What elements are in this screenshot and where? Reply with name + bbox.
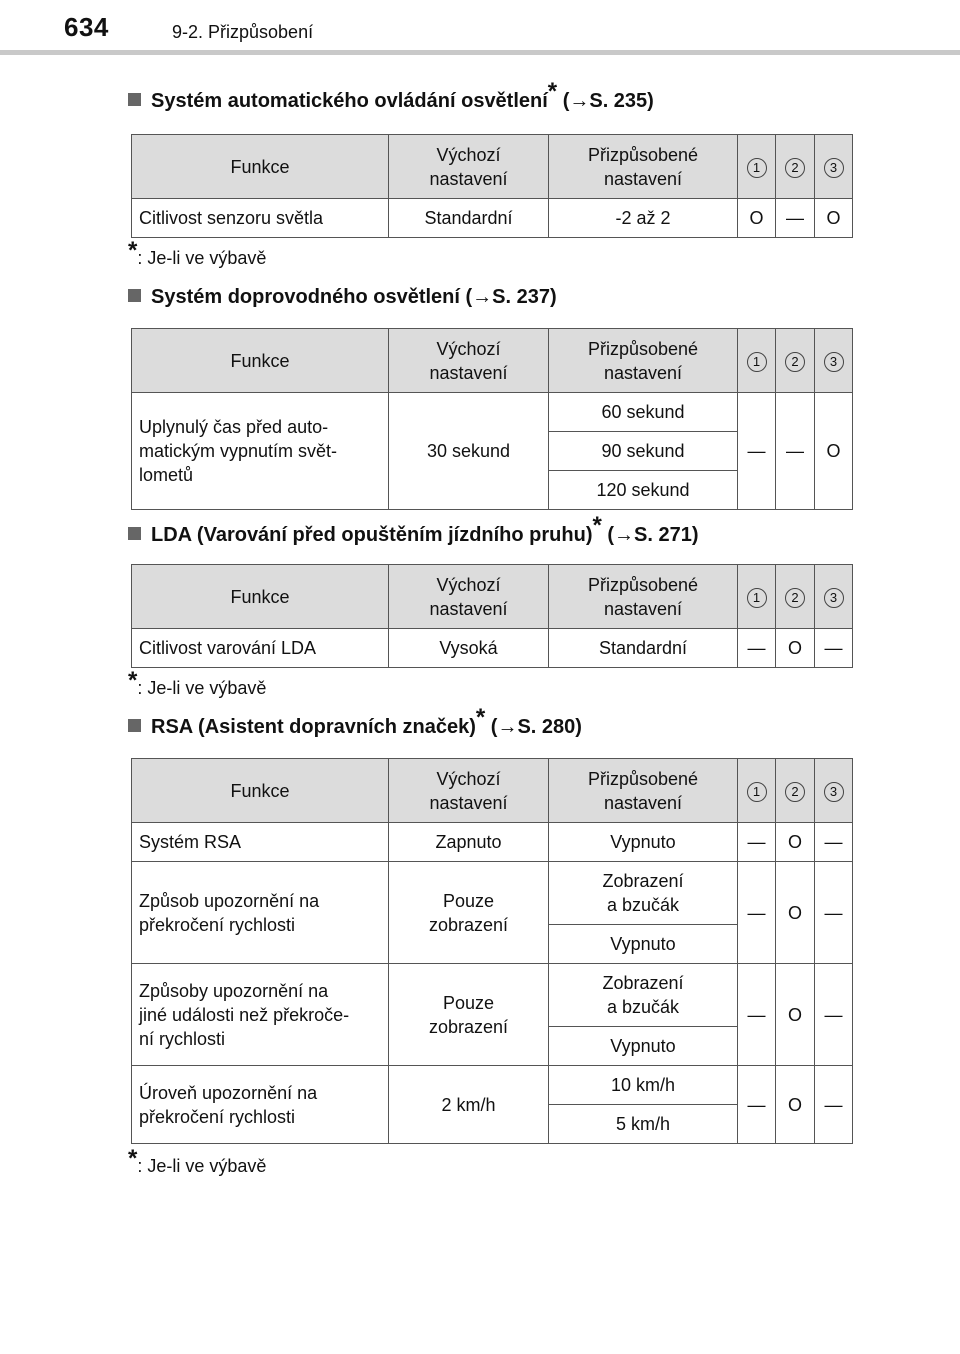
- col-header-default: Výchozí nastavení: [389, 135, 549, 199]
- circled-two-icon: 2: [785, 158, 805, 178]
- table-rsa: [131, 758, 853, 1144]
- section-heading-rsa: RSA (Asistent dopravních značek)* (→S. 280): [128, 716, 582, 739]
- section-heading-lda: LDA (Varování před opuštěním jízdního pruhu)* (→S. 271): [128, 524, 699, 547]
- table-row: Způsoby upozornění na jiné události než překroče- ní rychlosti Pouze zobrazení Zobrazení a bzučák — O —: [132, 964, 853, 1027]
- footnote: *: Je-li ve výbavě: [128, 237, 267, 268]
- table-row: Citlivost senzoru světla Standardní -2 až 2 O — O: [132, 199, 853, 238]
- circled-two-icon: 2: [785, 352, 805, 372]
- footnote: *: Je-li ve výbavě: [128, 1145, 267, 1176]
- circled-one-icon: 1: [747, 782, 767, 802]
- col-header-1: [738, 135, 776, 199]
- bullet-square-icon: [128, 93, 141, 106]
- footnote: *: Je-li ve výbavě: [128, 667, 267, 698]
- circled-two-icon: 2: [785, 588, 805, 608]
- table-row: 90 sekund: [132, 432, 853, 471]
- section-heading-follow-me-lights: Systém doprovodného osvětlení (→S. 237): [128, 286, 557, 309]
- circled-three-icon: 3: [824, 158, 844, 178]
- table-row: Způsob upozornění na překročení rychlosti Pouze zobrazení Zobrazení a bzučák — O —: [132, 862, 853, 925]
- table-light-sensor: [131, 134, 853, 238]
- circled-three-icon: 3: [824, 782, 844, 802]
- section-heading-light-sensor: Systém automatického ovládání osvětlení* (→S. 235): [128, 90, 654, 113]
- circled-one-icon: 1: [747, 588, 767, 608]
- circled-three-icon: 3: [824, 588, 844, 608]
- table-row: Citlivost varování LDA Vysoká Standardní — O —: [132, 629, 853, 668]
- table-header-row: [132, 135, 853, 199]
- col-header-function: Funkce: [132, 135, 389, 199]
- table-row: 5 km/h: [132, 1105, 853, 1144]
- circled-one-icon: 1: [747, 158, 767, 178]
- table-row: 120 sekund: [132, 471, 853, 510]
- circled-two-icon: 2: [785, 782, 805, 802]
- table-follow-me-lights: [131, 328, 853, 510]
- header-divider: [0, 50, 960, 55]
- col-header-custom: Přizpůsobené nastavení: [549, 135, 738, 199]
- section-title: 9-2. Přizpůsobení: [172, 22, 314, 42]
- circled-three-icon: 3: [824, 352, 844, 372]
- table-header-row: Funkce Výchozí nastavení Přizpůsobené nastavení 1 2 3: [132, 565, 853, 629]
- table-row: Úroveň upozornění na překročení rychlosti 2 km/h 10 km/h — O —: [132, 1066, 853, 1105]
- table-header-row: Funkce Výchozí nastavení Přizpůsobené nastavení 1 2 3: [132, 759, 853, 823]
- table-lda: [131, 564, 853, 668]
- bullet-square-icon: [128, 527, 141, 540]
- table-row: Vypnuto: [132, 1027, 853, 1066]
- bullet-square-icon: [128, 289, 141, 302]
- page-number: 634: [64, 12, 109, 42]
- table-row: Uplynulý čas před auto- matickým vypnutím svět- lometů 30 sekund 60 sekund — — O: [132, 393, 853, 432]
- table-row: Vypnuto: [132, 925, 853, 964]
- table-row: Systém RSA Zapnuto Vypnuto — O —: [132, 823, 853, 862]
- circled-one-icon: 1: [747, 352, 767, 372]
- bullet-square-icon: [128, 719, 141, 732]
- table-header-row: Funkce Výchozí nastavení Přizpůsobené nastavení 1 2 3: [132, 329, 853, 393]
- col-header-3: [815, 135, 853, 199]
- col-header-2: [776, 135, 815, 199]
